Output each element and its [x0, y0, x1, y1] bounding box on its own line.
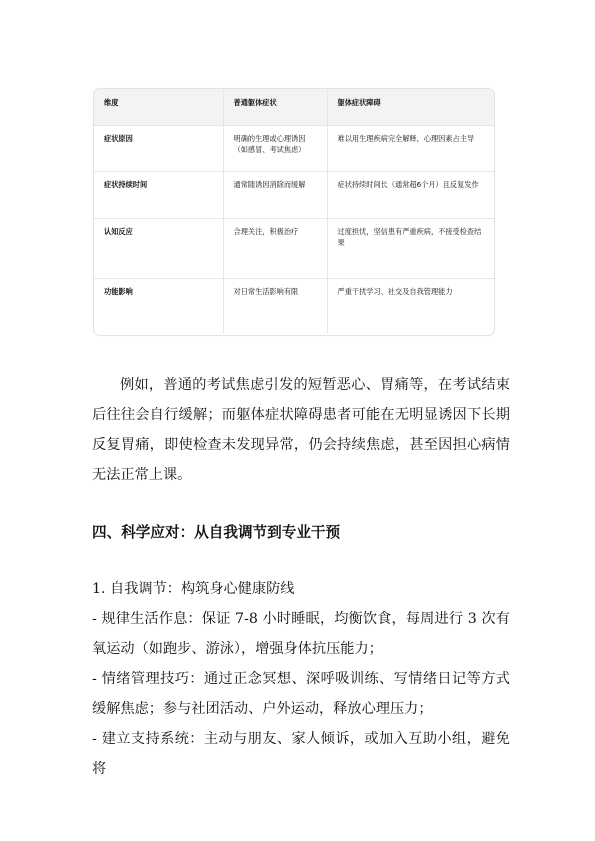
table-row	[94, 279, 494, 335]
table-row	[94, 172, 494, 219]
header-normal-symptoms: 普通躯体症状	[223, 89, 327, 126]
self-regulation-title: 1. 自我调节：构筑身心健康防线	[92, 581, 295, 597]
header-dimension: 维度	[94, 89, 223, 126]
table-cell: 合理关注，积极治疗	[223, 219, 327, 279]
table-cell: 症状持续时间长（通常超6个月）且反复发作	[327, 172, 494, 219]
example-paragraph: 例如，普通的考试焦虑引发的短暂恶心、胃痛等，在考试结束后往往会自行缓解；而躯体症状障碍患者可能在无明显诱因下长期反复胃痛，即使检查未发现异常，仍会持续焦虑，甚至因担心病情无法正常上课。	[92, 377, 510, 483]
list-item-emotion-management: - 情绪管理技巧：通过正念冥想、深呼吸训练、写情绪日记等方式缓解焦虑；参与社团活动、户外运动，释放心理压力；	[92, 671, 510, 717]
row-label: 功能影响	[94, 279, 223, 335]
table-row	[94, 126, 494, 172]
table-cell: 严重干扰学习、社交及自我管理能力	[327, 279, 494, 335]
table-cell: 明确的生理或心理诱因（如感冒、考试焦虑）	[223, 126, 327, 172]
table-cell: 通常随诱因消除而缓解	[223, 172, 327, 219]
row-label: 认知反应	[94, 219, 223, 279]
row-label: 症状原因	[94, 126, 223, 172]
header-somatic-disorder: 躯体症状障碍	[327, 89, 494, 126]
comparison-table-grid	[94, 89, 494, 334]
table-cell: 过度担忧，坚信患有严重疾病，不接受检查结果	[327, 219, 494, 279]
section-heading: 四、科学应对：从自我调节到专业干预	[92, 524, 341, 541]
comparison-table	[93, 88, 495, 336]
table-header-row	[94, 89, 494, 126]
table-row	[94, 219, 494, 279]
list-item-sleep-routine: - 规律生活作息：保证 7-8 小时睡眠，均衡饮食，每周进行 3 次有氧运动（如跑步、游泳），增强身体抗压能力；	[92, 611, 510, 657]
table-cell: 对日常生活影响有限	[223, 279, 327, 335]
row-label: 症状持续时间	[94, 172, 223, 219]
list-item-support-system: - 建立支持系统：主动与朋友、家人倾诉，或加入互助小组，避免将	[92, 731, 510, 777]
table-cell: 难以用生理疾病完全解释，心理因素占主导	[327, 126, 494, 172]
